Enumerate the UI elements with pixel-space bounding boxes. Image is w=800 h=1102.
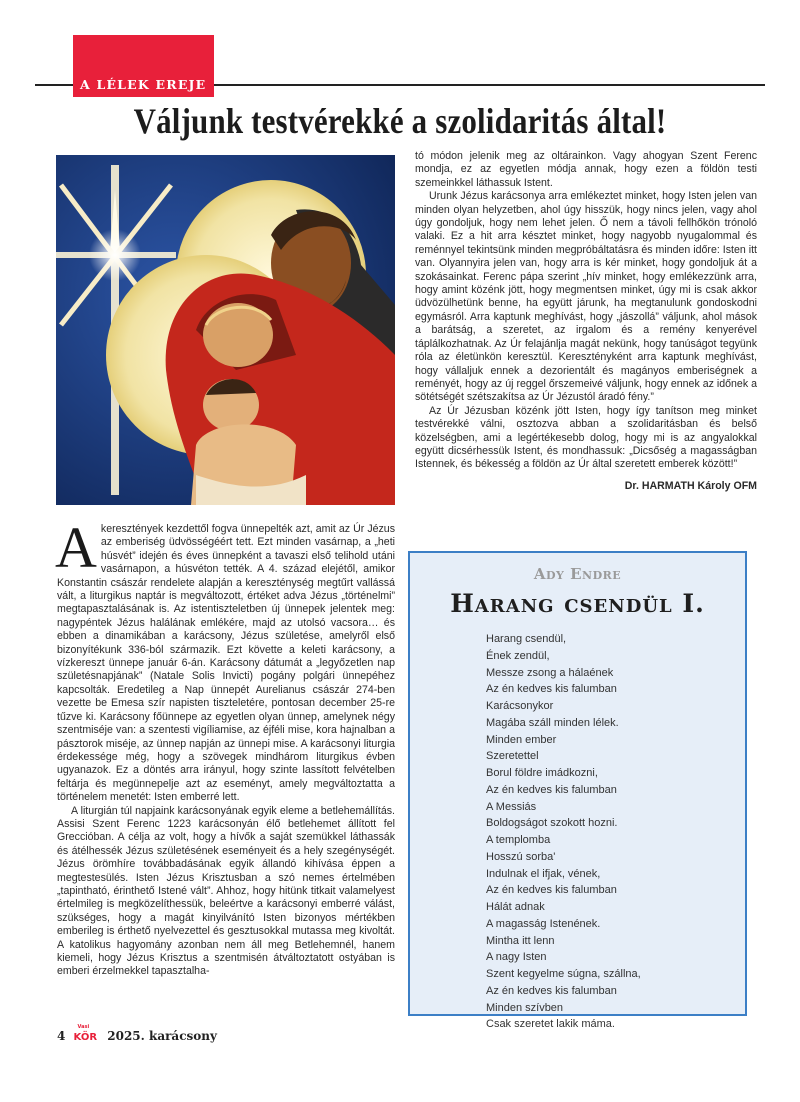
holy-family-painting: [56, 155, 395, 505]
section-label: A LÉLEK EREJE: [80, 77, 207, 92]
article-lead-paragraph: [55, 515, 395, 805]
poem-line: Az én kedves kis falumban: [486, 884, 617, 897]
magazine-logo: [73, 1024, 98, 1043]
poem-line: Magába száll minden lélek.: [486, 716, 619, 729]
poem-line: Boldogságot szokott hozni.: [486, 817, 618, 830]
lead-text: keresztények kezdettől fogva ünnepelték azt, amit az Úr Jézus az emberiség üdvösségéért tett. Ezt minden vasárnap, a „heti húsvét” idején és éves ünnepként a tavaszi első telihold utáni vasárnapon, a húsvéton tették. A 4. század elejétől, amikor Konstantin császár rendelete alapján a kereszténység megtűrt vallássá vált, a liturgikus naptár is megváltozott, értéket adva Jézus „történelmi” megtapasztalásának is. Az istentiszteletben új ünnepek jelentek meg: nagypéntek Jézus halálának emlékére, majd az utolsó vacsora… és ebben a dinamikában a karácsony, Jézus születése, amelyről első bizonyítékunk 336-ból származik. Ezt követte a keleti karácsony, a vízkereszt ünnepe január 6-án. Karácsony dátumát a „legyőzetlen nap születésnapjának” (Natale Solis Invicti) pogány polgári ünnepéhez kapcsolták. Eredetileg a Nap ünnepét Aurelianus császár 274-ben vezette be Emesa szír napisten tiszteletére, pontosan december 25-re tűzve ki. Karácsony főünnepe az egyetlen olyan ünnep, amelynek négy szentmiséje van: a szentesti vigíliamise, az éjféli mise, kora hajnalban a pásztorok miséje, az ünnep napján az ünnepi mise. A karácsonyi liturgia érdekessége még, hogy a szövegek mindhárom liturgikus évben ugyanazok. Ez a döntés arra irányul, hogy szinte lassított felvételben feltárja és megünnepelje azt az eseményt, amely megváltoztatta a történelem menetét: Isten emberré lett.: [57, 523, 395, 804]
poem-lines: [486, 631, 641, 1033]
poem-line: Mintha itt lenn: [486, 934, 555, 947]
article-paragraph: A liturgián túl napjaink karácsonyának egyik eleme a betlehemállítás. Assisi Szent Ferenc 1223 karácsonyán élő betlehemet állított fel Greccióban. A célja az volt, hogy a hívők a saját szemükkel láthassák és átélhessék Jézus születésének eseményeit és a hely szegénységét. Jézus örömhíre továbbadásának egyik állandó kihívása éppen a megtestesülés. Isten Jézus Krisztusban a szó nemes értelmében „tapintható, érinthető Istené vált”. Ahhoz, hogy hitünk titkait valamelyest értelmileg is megközelíthessük, beleértve a karácsonyi emberré válást, szükséges, hogy a magát kinyilvánító Isten bizonyos mértékben emberileg is érthető nyelvezettel és gesztusokkal mutassa meg kivoltát. A katolikus hagyomány azonban nem áll meg Betlehemnél, hanem kiemeli, hogy Jézus Krisztus a szentmisén átváltoztatott ostyában is emberi érzelmekkel tapasztalha-: [57, 804, 395, 978]
poem-line: Az én kedves kis falumban: [486, 783, 617, 796]
article-left-column: [55, 515, 395, 979]
poem-title: Harang csendül I.: [450, 589, 705, 618]
poem-line: Harang csendül,: [486, 633, 567, 645]
poem-line: Indulnak el ifjak, vének,: [486, 867, 601, 880]
poem-line: Karácsonykor: [486, 700, 554, 712]
poem-line: Minden ember: [486, 733, 557, 746]
poem-line: Szent kegyelme súgna, szállna,: [486, 968, 641, 980]
drop-cap: A: [55, 515, 97, 580]
poem-line: A Messiás: [486, 800, 537, 813]
article-paragraph: Az Úr Jézusban közénk jött Isten, hogy így tanítson meg minket testvérekké válni, osztozva abban a szolidaritásban és belső közelségben, ami a legértékesebb dolog, hogy mi is az angyalokkal együtt dicsérhessük Istent, és mondhassuk: „Dicsőség a magasságban Istennek, és békesség a földön az Úr által szeretett emberek között!”: [415, 404, 757, 471]
article-title: Váljunk testvérekké a szolidaritás által!: [133, 101, 667, 141]
logo-text: KÖR: [73, 1032, 98, 1043]
holy-family-illustration: [56, 155, 395, 505]
article-author-signature: Dr. HARMATH Károly OFM: [624, 479, 757, 492]
article-paragraph: tó módon jelenik meg az oltárainkon. Vagy ahogyan Szent Ferenc mondja, ez az egyetlen módja annak, hogy ezen a földön testi szemeinkkel láthassuk Istent.: [415, 150, 757, 189]
page-footer: [57, 1024, 217, 1043]
poem-line: Az én kedves kis falumban: [486, 683, 617, 696]
poem-line: Borul földre imádkozni,: [486, 767, 598, 779]
poem-line: Hálát adnak: [486, 901, 545, 913]
poem-author: Ady Endre: [533, 565, 622, 583]
poem-box: [408, 551, 747, 1031]
poem-line: A magasság Istenének.: [486, 917, 601, 930]
page-number: 4: [57, 1029, 66, 1043]
poem-line: Hosszú sorba': [486, 850, 556, 863]
article-paragraph: Urunk Jézus karácsonya arra emlékeztet minket, hogy Isten jelen van minden olyan helyzetben, ahol úgy hisszük, hogy nincs jelen, vagy ahol úgy gondoljuk, hogy nem lehet jelen. Ő nem a távoli fellhőkön trónoló valaki. Ez a hit arra késztet minket, hogy nagyobb nyugalommal és reménnyel tekintsünk minden megpróbáltatásra és minden időre: Isten itt van. Olyannyira jelen van, hogy arra is kér minket, hogy gondoljuk át a szokásainkat. Ferenc pápa szerint „hív minket, hogy emlékezzünk arra, hogy amint közénk jött, hogy megmentsen minket, úgy mi is csak akkor üdvözülhetünk benne, ha együtt járunk, ha megtanulunk gondoskodni egymásról. Arra kaptunk meghívást, hogy „jászollá” váljunk, ahol mások a barátság, a szeretet, az irgalom és a remény kenyerével táplálkozhatnak. Az Úr felajánlja magát nekünk, hogy tanúságot tegyünk róla az életünkön keresztül. Keresztényként arra kaptunk meghívást, hogy vállaljuk ennek a dezorientált és magányos emberiségnek a reményét, hogy az új reggel őrszemeivé váljunk, hogy ennek az időnek a sötétségét szétszakítsa az Úr Jézustól áradó fény.”: [415, 190, 757, 404]
article-right-column: [415, 150, 757, 493]
issue-label: 2025. karácsony: [107, 1029, 217, 1043]
poem-line: A nagy Isten: [486, 951, 547, 964]
logo-small-text: Vasi: [77, 1024, 90, 1030]
poem-line: Messze zsong a hálaének: [486, 666, 614, 679]
poem-line: A templomba: [486, 834, 551, 846]
poem-line: Ének zendül,: [486, 649, 550, 662]
poem-line: Szeretettel: [486, 750, 539, 763]
poem-line: Minden szívben: [486, 1001, 564, 1014]
poem-line: Csak szeretet lakik máma.: [486, 1018, 615, 1031]
poem-line: Az én kedves kis falumban: [486, 984, 617, 997]
